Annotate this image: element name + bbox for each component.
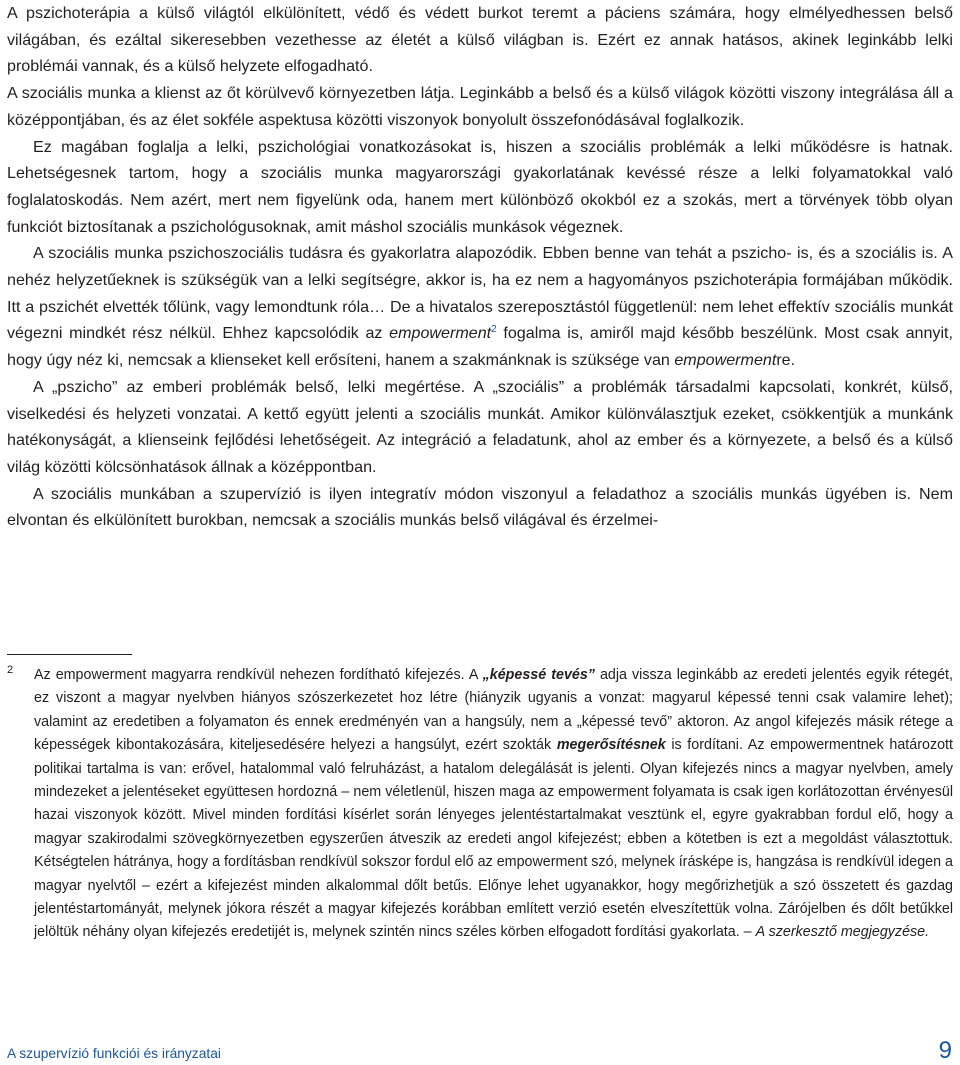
empowerment-term: empowerment [389,324,492,343]
footnote-reference[interactable]: 2 [491,324,497,336]
empowerment-term-2: empowerment [674,351,777,370]
footnote-text-3: is fordítani. Az empowermentnek határozott politikai tartalma is van: erővel, hatalommal való felruházást, a hatalom delegálását is jelenti. Olyan kifejezés nincs a magyar nyelvben, amely mindezeket a jelentéseket együttesen hordozná – nem véletlenül, hiszen maga az empowerment folyamata is csak igen korlátozottan érvényesül hazai viszonyok között. Mivel minden fordítási kísérlet során lényeges jelentéstartalmakat vesztünk el, egyre gyakrabban fordul elő, hogy a magyar szakirodalmi szövegkörnyezetben egyszerűen átveszik az eredeti angol kifejezést; ebben a kötetben is ezt a megoldást választottuk. Kétségtelen hátránya, hogy a fordításban rendkívül sokszor fordul elő az empowerment szó, melynek írásképe is, hangzása is rendkívül idegen a magyar nyelvtől – ezért a kifejezést minden alkalommal dőlt betűs. Előnye lehet ugyanakkor, hogy megőrizhetjük a szó összetett és gazdag jelentéstartományát, melynek jókora részét a magyar kifejezés korábban említett verzió esetén elveszítettük volna. Zárójelben és dőlt betűkkel jelöltük néhány olyan kifejezés eredetijét is, melynek szintén nincs széles körben elfogadott fordítási gyakorlata. – [34,737,953,941]
footnote-separator [7,654,132,655]
paragraph-1: A pszichoterápia a külső világtól elkülönített, védő és védett burkot teremt a páciens számára, hogy elmélyedhessen belső világában, és ezáltal sikeresebben vezethesse az életét a külső világban is. Ezért ez annak hatásos, akinek leginkább lelki problémái vannak, és a külső helyzete elfogadható. [7,4,953,76]
paragraph-6: A szociális munkában a szupervízió is ilyen integratív módon viszonyul a feladathoz a szociális munkás ügyében is. Nem elvontan és elkülönített burokban, nemcsak a szociális munkás belső világával és érzelmei- [7,484,953,530]
paragraph-4 [7,240,953,374]
footnote-text-1: Az empowerment magyarra rendkívül nehezen fordítható kifejezés. A [34,667,483,683]
running-footer-title: A szupervízió funkciói és irányzatai [7,1046,221,1061]
footnote-marker: 2 [7,664,14,676]
footnote-term-kepesse-teves: „képessé tevés” [482,667,595,683]
paragraph-5: A „pszicho” az emberi problémák belső, lelki megértése. A „szociális” a problémák társadalmi kapcsolati, konkrét, külső, viselkedési és helyzeti vonzatai. A kettő együtt jelenti a szociális munkát. Amikor különválasztjuk ezeket, csökkentjük a munkánk hatékonyságát, a klienseink fejlődési lehetőségeit. Az integráció a feladatunk, ahol az ember és a környezete, a belső és a külső világ közötti kölcsönhatások állnak a középpontban. [7,377,953,476]
paragraph-4-text-b: fogalma is, amiről majd később beszélünk. Most csak annyit, hogy úgy néz ki, nemcsak a klienseket kell erősíteni, hanem a szakmánknak is szüksége van [7,324,953,370]
main-text [7,0,953,534]
paragraph-4-text-c: re. [776,351,796,370]
footnote-text [34,664,953,945]
editor-note: A szerkesztő megjegyzése. [755,924,930,941]
footnote-text-2: adja vissza leginkább az eredeti jelentés egyik rétegét, ez viszont a magyar nyelvben hiányos szószerkezetet hoz létre (hiányzik ugyanis a vonzat: magyarul képessé tenni csak valamire lehet); valamint az eredetiben a folyamaton és ennek eredményén van a hangsúly, nem a „képessé tevő” aktoron. Az angol kifejezés másik rétege a képességek kibontakozására, kiteljesedésére helyezi a hangsúlyt, ezért szokták [34,667,954,754]
footnote-term-megerosites: megerősítésnek [556,737,666,754]
paragraph-2: A szociális munka a klienst az őt körülvevő környezetben látja. Leginkább a belső és a külső világok közötti viszony integrálása áll a középpontjában, és az élet sokféle aspektusa közötti viszonyok bonyolult összefonódásával foglalkozik. [7,84,953,129]
paragraph-4-text-a: A szociális munka pszichoszociális tudásra és gyakorlatra alapozódik. Ebben benne van tehát a pszicho- is, és a szociális is. A nehéz helyzetűeknek is szükségük van a lelki segítségre, akkor is, ha ez nem a hagyományos pszichoterápia formájában működik. Itt a pszichét elvették tőlünk, vagy lemondtunk róla… De a hivatalos szereposztástól függetlenül: nem lehet effektív szociális munkát végezni mindkét rész nélkül. Ehhez kapcsolódik az [7,244,953,343]
page-number: 9 [938,1037,952,1064]
paragraph-3: Ez magában foglalja a lelki, pszichológiai vonatkozásokat is, hiszen a szociális problémák a lelki működésre is hatnak. Lehetségesnek tartom, hogy a szociális munka magyarországi gyakorlatának kevéssé része a lelki folyamatokkal való foglalatoskodás. Nem azért, mert nem figyelünk oda, hanem mert különböző okokból ez a szokás, mert a törvények több olyan funkciót biztosítanak a pszichológusoknak, amit máshol szociális munkások végeznek. [7,137,953,236]
